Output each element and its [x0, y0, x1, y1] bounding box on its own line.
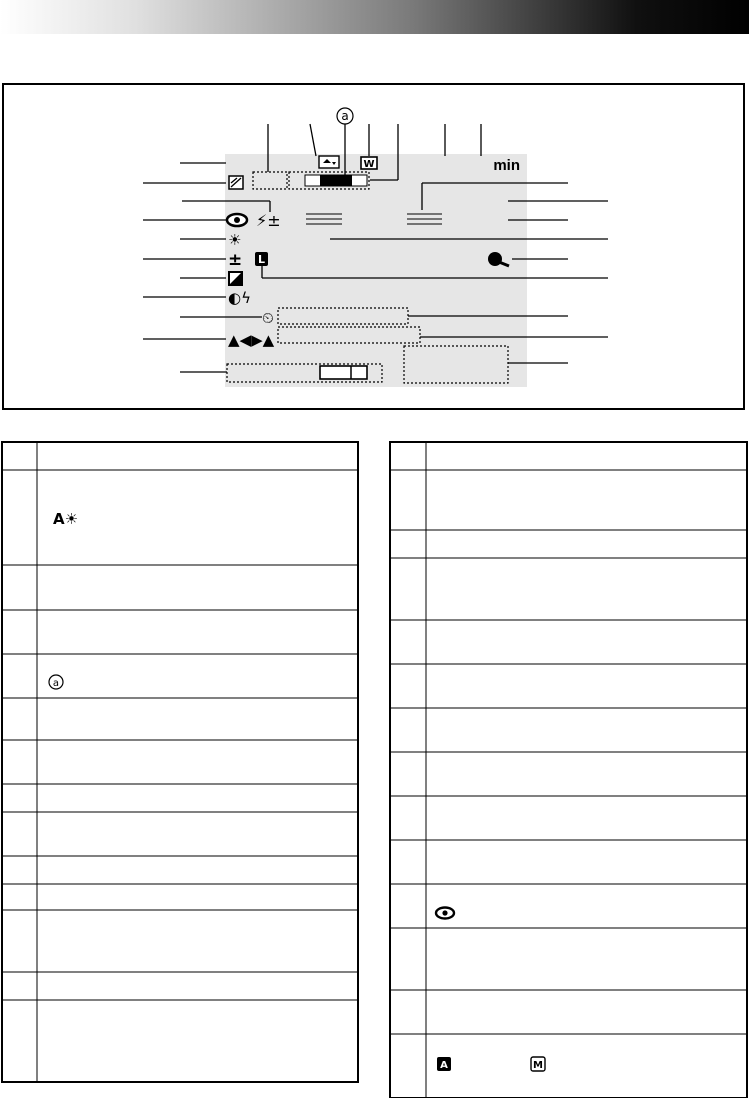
focus-icon: ▲◀▶▲: [228, 331, 275, 349]
svg-text:L: L: [257, 253, 266, 266]
svg-text:W: W: [363, 159, 375, 170]
right-index-table: [390, 442, 747, 1098]
program-ae-icon: ◐ϟ: [228, 289, 251, 307]
red-eye-symbol-icon: [436, 908, 454, 919]
m-mode-icon: [531, 1057, 545, 1071]
callout-a-symbol: [49, 675, 63, 689]
svg-text:A: A: [440, 1060, 448, 1071]
left-index-table: [2, 442, 358, 1082]
svg-text:a: a: [341, 109, 349, 123]
flash-compensation-icon: ⚡±: [256, 211, 281, 230]
white-balance-icon: ☀: [228, 231, 242, 249]
auto-white-balance-icon: [53, 510, 78, 528]
a-mode-icon: [437, 1057, 451, 1071]
self-timer-icon: ⏲: [262, 309, 274, 327]
svg-text:M: M: [533, 1060, 543, 1071]
svg-text:a: a: [52, 678, 60, 689]
exposure-icon: ±: [228, 250, 243, 270]
svg-text:A☀: A☀: [53, 510, 79, 528]
min-label: min: [493, 157, 520, 174]
